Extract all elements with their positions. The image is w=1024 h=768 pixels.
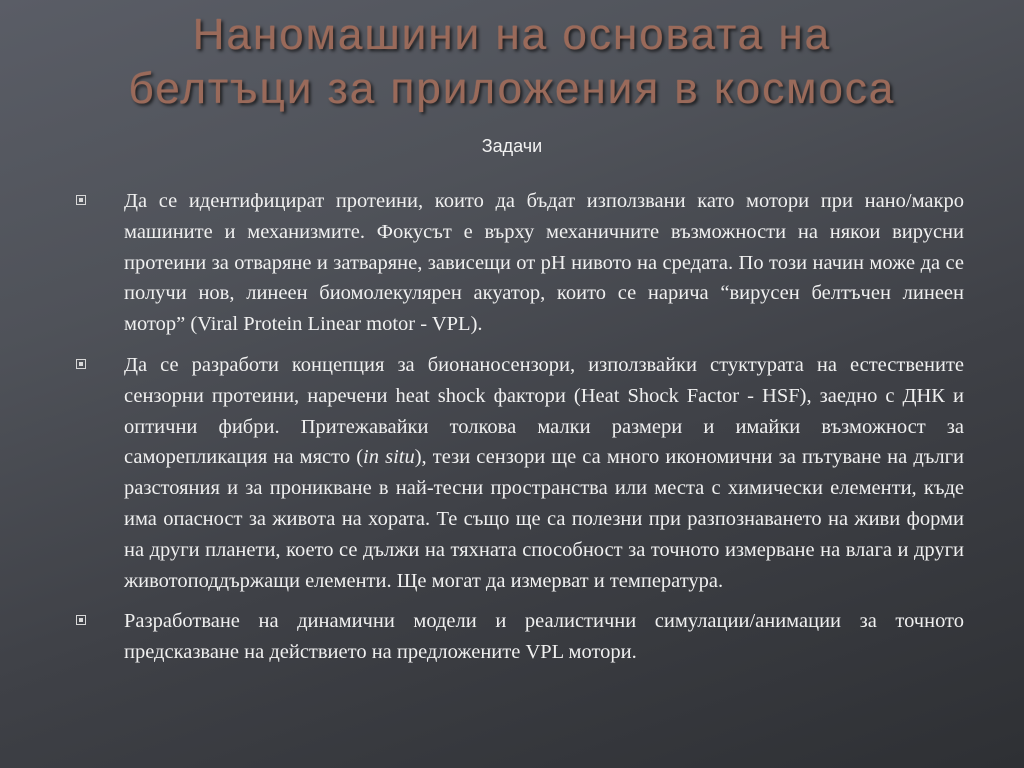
bullet-item-2 [74,350,964,596]
bullet-list [74,186,964,678]
bullet-text-italic: in situ [363,446,415,469]
square-bullet-icon [76,359,86,369]
bullet-text-part: Разработване на динамични модели и реалистични симулации/анимации за точното предсказване на действието на предложените VPL мотори. [124,610,964,664]
bullet-text [124,606,964,668]
square-bullet-icon [76,615,86,625]
bullet-text-part: Да се разработи концепция за бионаносензори, използвайки стуктурата на естествените сензорни протеини, наречени heat shock фактори (Heat Shock Factor - HSF), заедно с ДНК и оптични фибри. Притежавайки толкова малки размери и имайки възможност за саморепликация на място ( [124,353,964,469]
square-bullet-icon [76,195,86,205]
bullet-text [124,186,964,340]
slide-title [20,8,1004,116]
title-line-1: Наномашини на основата на [192,10,832,59]
slide-subtitle: Задачи [481,136,543,156]
bullet-text-part: Да се идентифицират протеини, които да бъдат използвани като мотори при нано/макро машините и механизмите. Фокусът е върху механичните възможности на някои вирусни протеини за отваряне и затваряне, зависещи от pH нивото на средата. По този начин може да се получи нов, линеен биомолекулярен акуатор, които се нарича “вирусен белтъчен линеен мотор” (Viral Protein Linear motor - VPL). [124,190,964,336]
title-line-2: белтъци за приложения в космоса [128,64,896,113]
bullet-item-3 [74,606,964,668]
bullet-text [124,350,964,596]
bullet-text-part: ), тези сензори ще са много икономични за пътуване на дълги разстояния и за проникване в най-тесни пространства или места с химически елементи, къде има опасност за живота на хората. Те също ще са полезни при разпознаването на живи форми на други планети, което се дължи на тяхната способност за точното измерване на влага и други животоподдържащи елементи. Ще могат да измерват и температура. [124,446,964,592]
bullet-item-1 [74,186,964,340]
